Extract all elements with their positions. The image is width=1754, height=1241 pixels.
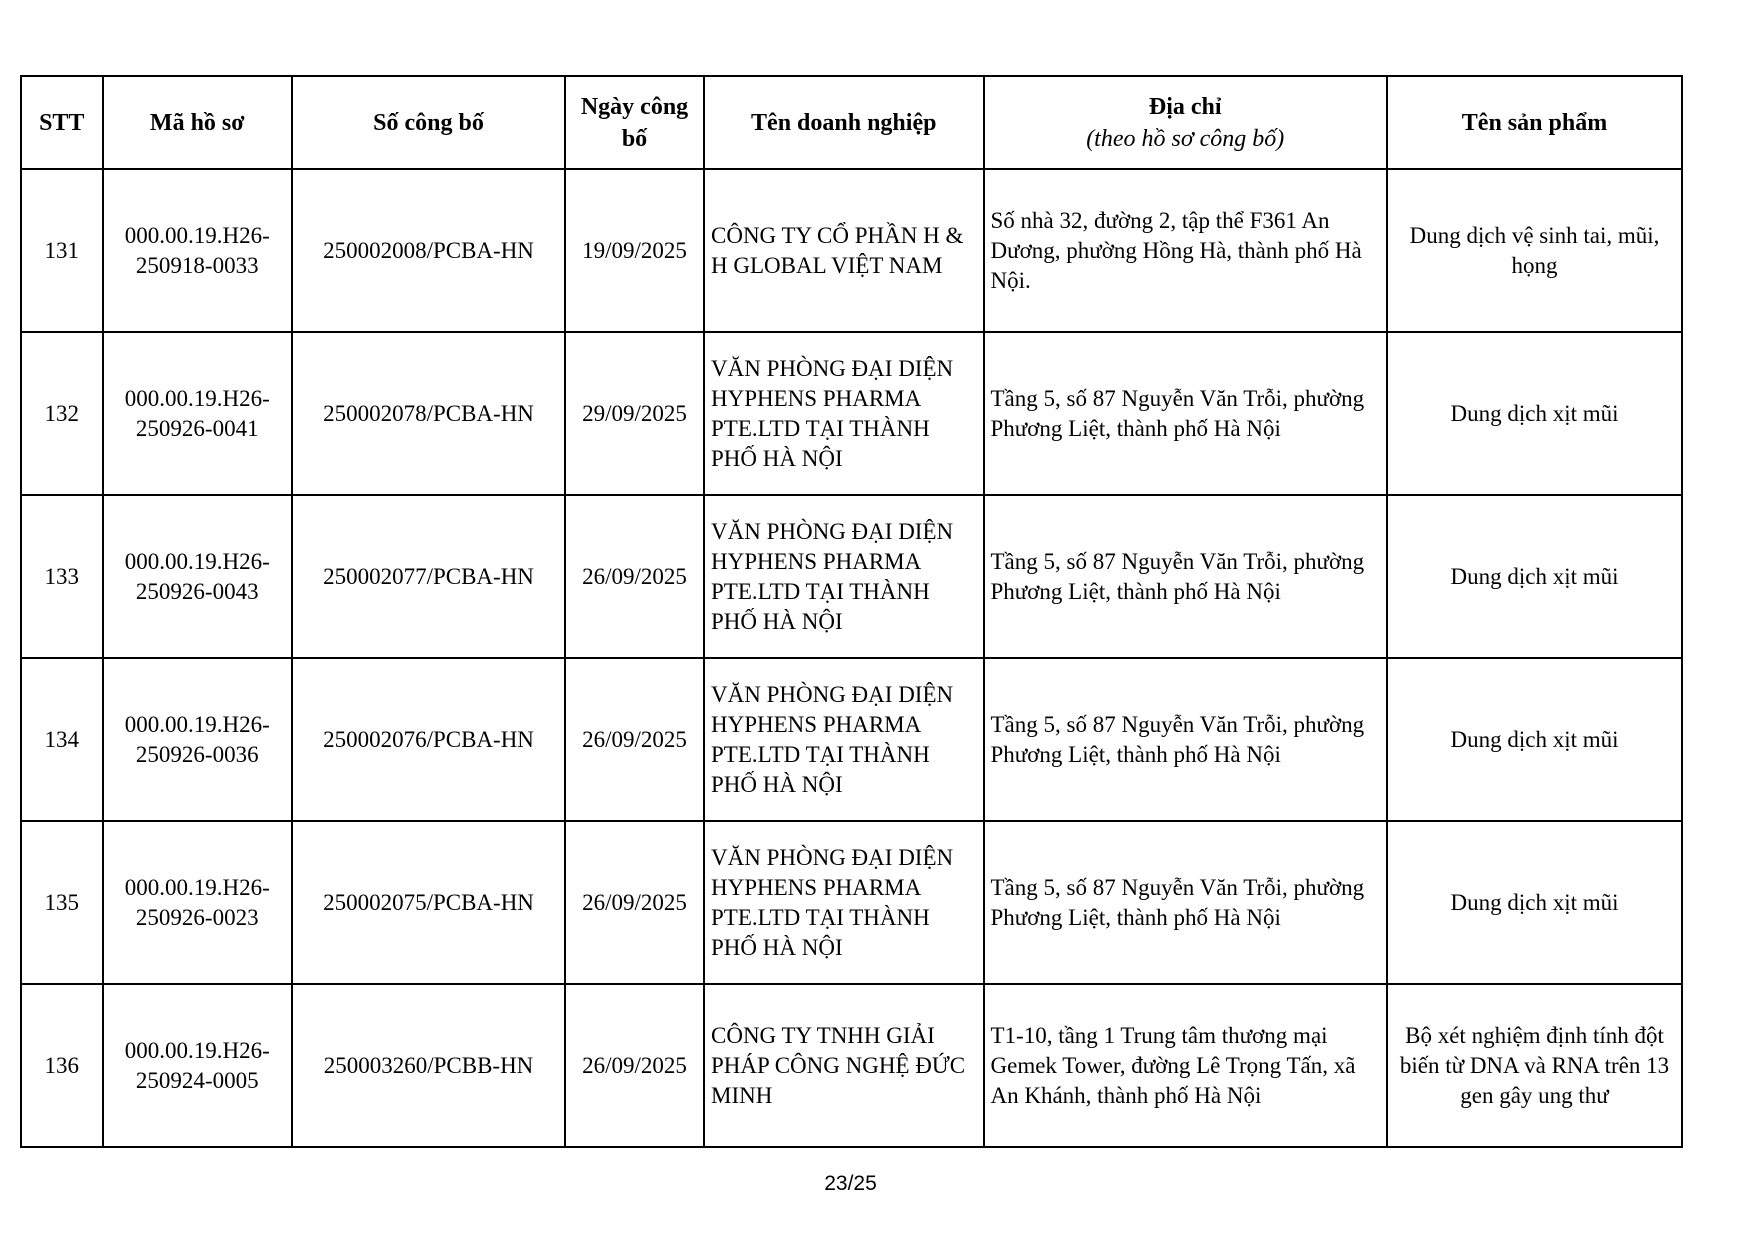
cell-ten-doanh-nghiep: CÔNG TY TNHH GIẢI PHÁP CÔNG NGHỆ ĐỨC MINH xyxy=(704,984,984,1147)
cell-ma-ho-so: 000.00.19.H26-250924-0005 xyxy=(103,984,293,1147)
header-row xyxy=(21,76,1682,169)
cell-so-cong-bo: 250002008/PCBA-HN xyxy=(292,169,565,332)
cell-ma-ho-so: 000.00.19.H26-250926-0036 xyxy=(103,658,293,821)
cell-ten-san-pham: Dung dịch xịt mũi xyxy=(1387,495,1682,658)
table-row xyxy=(21,169,1682,332)
cell-ngay-cong-bo: 19/09/2025 xyxy=(565,169,704,332)
cell-ma-ho-so: 000.00.19.H26-250926-0041 xyxy=(103,332,293,495)
cell-ten-san-pham: Dung dịch xịt mũi xyxy=(1387,821,1682,984)
table-row xyxy=(21,821,1682,984)
header-stt: STT xyxy=(21,76,103,169)
cell-so-cong-bo: 250002077/PCBA-HN xyxy=(292,495,565,658)
table-header xyxy=(21,76,1682,169)
cell-ten-doanh-nghiep: VĂN PHÒNG ĐẠI DIỆN HYPHENS PHARMA PTE.LTD TẠI THÀNH PHỐ HÀ NỘI xyxy=(704,495,984,658)
cell-ma-ho-so: 000.00.19.H26-250926-0043 xyxy=(103,495,293,658)
cell-ma-ho-so: 000.00.19.H26-250918-0033 xyxy=(103,169,293,332)
cell-so-cong-bo: 250002075/PCBA-HN xyxy=(292,821,565,984)
cell-dia-chi: Tầng 5, số 87 Nguyễn Văn Trỗi, phường Phương Liệt, thành phố Hà Nội xyxy=(984,821,1388,984)
header-dia-chi-label: Địa chỉ xyxy=(1148,93,1222,120)
registration-table xyxy=(20,75,1683,1148)
header-dia-chi xyxy=(984,76,1388,169)
cell-stt: 136 xyxy=(21,984,103,1147)
cell-stt: 132 xyxy=(21,332,103,495)
table-body xyxy=(21,169,1682,1147)
cell-ten-doanh-nghiep: CÔNG TY CỔ PHẦN H & H GLOBAL VIỆT NAM xyxy=(704,169,984,332)
cell-ten-san-pham: Bộ xét nghiệm định tính đột biến từ DNA và RNA trên 13 gen gây ung thư xyxy=(1387,984,1682,1147)
cell-dia-chi: Tầng 5, số 87 Nguyễn Văn Trỗi, phường Phương Liệt, thành phố Hà Nội xyxy=(984,332,1388,495)
cell-ten-doanh-nghiep: VĂN PHÒNG ĐẠI DIỆN HYPHENS PHARMA PTE.LTD TẠI THÀNH PHỐ HÀ NỘI xyxy=(704,332,984,495)
cell-ngay-cong-bo: 26/09/2025 xyxy=(565,984,704,1147)
cell-so-cong-bo: 250002076/PCBA-HN xyxy=(292,658,565,821)
header-so-cong-bo: Số công bố xyxy=(292,76,565,169)
cell-dia-chi: Tầng 5, số 87 Nguyễn Văn Trỗi, phường Phương Liệt, thành phố Hà Nội xyxy=(984,495,1388,658)
header-ten-doanh-nghiep: Tên doanh nghiệp xyxy=(704,76,984,169)
cell-ten-san-pham: Dung dịch xịt mũi xyxy=(1387,332,1682,495)
table-row xyxy=(21,332,1682,495)
cell-stt: 133 xyxy=(21,495,103,658)
table-row xyxy=(21,658,1682,821)
cell-dia-chi: Tầng 5, số 87 Nguyễn Văn Trỗi, phường Phương Liệt, thành phố Hà Nội xyxy=(984,658,1388,821)
cell-stt: 131 xyxy=(21,169,103,332)
page-number: 23/25 xyxy=(824,1172,877,1195)
cell-dia-chi: Số nhà 32, đường 2, tập thể F361 An Dương, phường Hồng Hà, thành phố Hà Nội. xyxy=(984,169,1388,332)
cell-ngay-cong-bo: 26/09/2025 xyxy=(565,658,704,821)
cell-ngay-cong-bo: 26/09/2025 xyxy=(565,821,704,984)
cell-stt: 135 xyxy=(21,821,103,984)
cell-ten-san-pham: Dung dịch vệ sinh tai, mũi, họng xyxy=(1387,169,1682,332)
table-row xyxy=(21,984,1682,1147)
cell-dia-chi: T1-10, tầng 1 Trung tâm thương mại Gemek Tower, đường Lê Trọng Tấn, xã An Khánh, thành phố Hà Nội xyxy=(984,984,1388,1147)
header-ma-ho-so: Mã hồ sơ xyxy=(103,76,293,169)
cell-ten-san-pham: Dung dịch xịt mũi xyxy=(1387,658,1682,821)
header-ten-san-pham: Tên sản phẩm xyxy=(1387,76,1682,169)
table-row xyxy=(21,495,1682,658)
cell-ten-doanh-nghiep: VĂN PHÒNG ĐẠI DIỆN HYPHENS PHARMA PTE.LTD TẠI THÀNH PHỐ HÀ NỘI xyxy=(704,658,984,821)
cell-so-cong-bo: 250002078/PCBA-HN xyxy=(292,332,565,495)
header-dia-chi-note: (theo hồ sơ công bố) xyxy=(1086,125,1285,152)
cell-ngay-cong-bo: 29/09/2025 xyxy=(565,332,704,495)
cell-ma-ho-so: 000.00.19.H26-250926-0023 xyxy=(103,821,293,984)
cell-ngay-cong-bo: 26/09/2025 xyxy=(565,495,704,658)
header-ngay-cong-bo: Ngày công bố xyxy=(565,76,704,169)
cell-ten-doanh-nghiep: VĂN PHÒNG ĐẠI DIỆN HYPHENS PHARMA PTE.LTD TẠI THÀNH PHỐ HÀ NỘI xyxy=(704,821,984,984)
cell-stt: 134 xyxy=(21,658,103,821)
cell-so-cong-bo: 250003260/PCBB-HN xyxy=(292,984,565,1147)
